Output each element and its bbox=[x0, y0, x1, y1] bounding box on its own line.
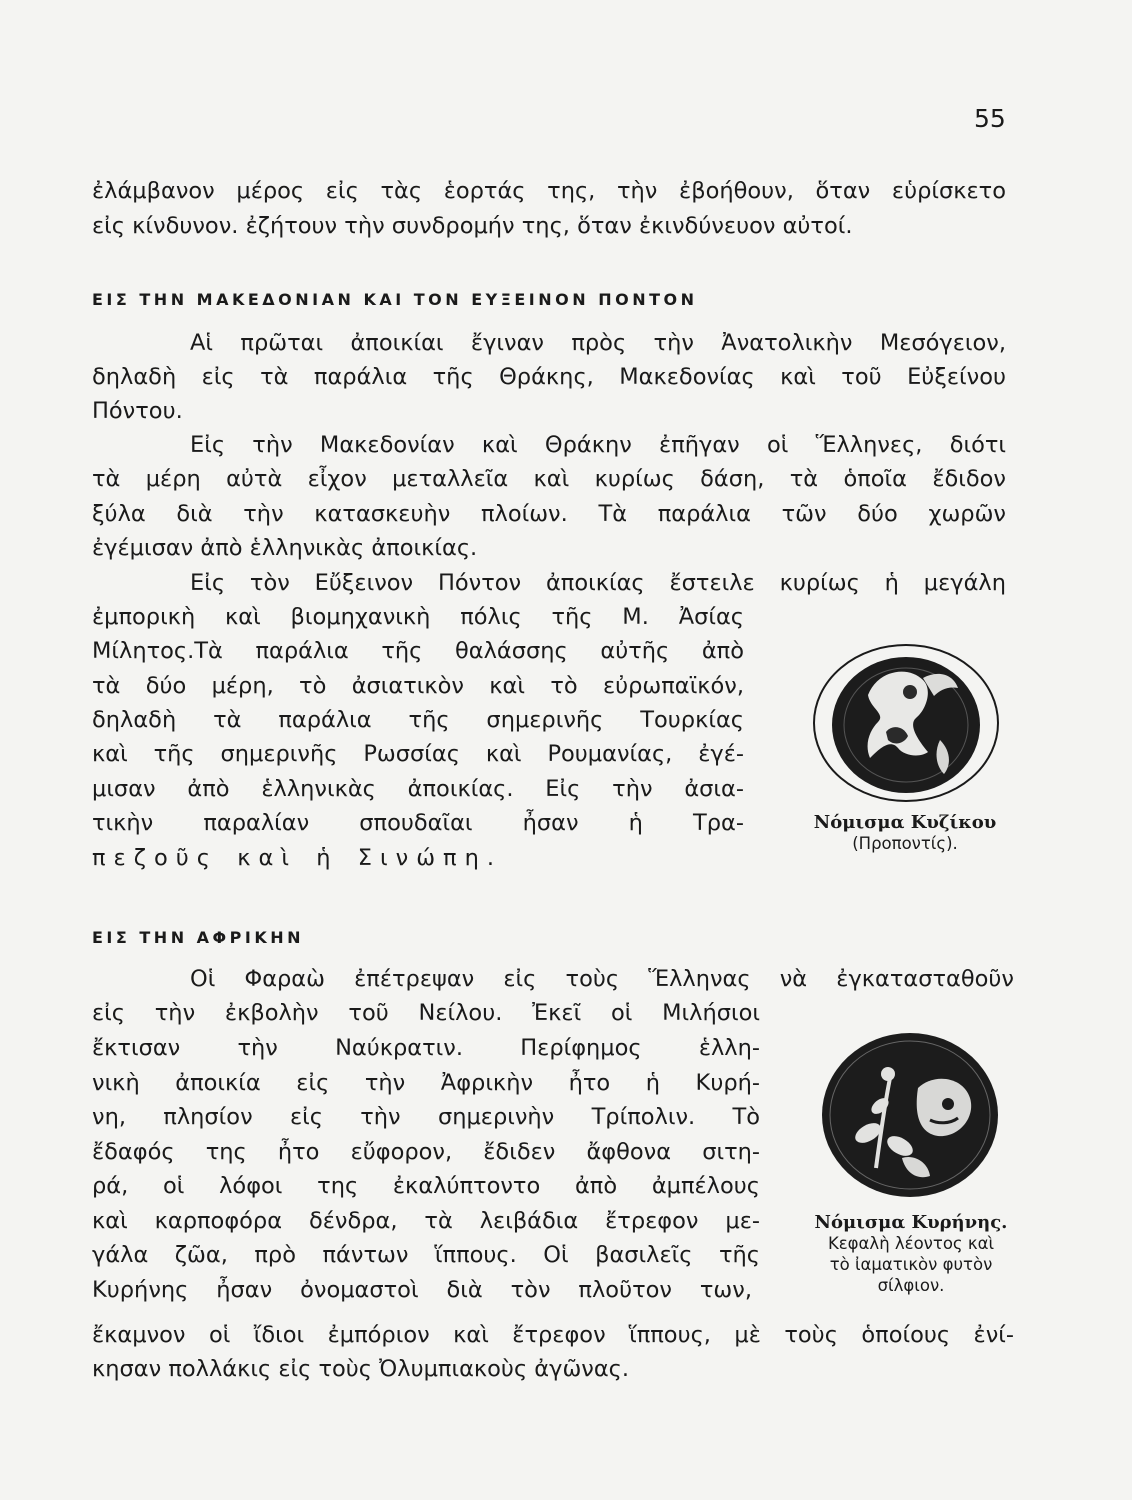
coin-cyzicus-image bbox=[808, 640, 1008, 805]
paragraph-line: κησαν πολλάκις εἰς τοὺς Ὀλυμπιακοὺς ἀγῶνας. bbox=[92, 1356, 630, 1382]
paragraph-line: μισαν ἀπὸ ἑλληνικὰς ἀποικίας. Εἰς τὴν ἀσια- bbox=[92, 776, 744, 802]
paragraph-line: ἐμπορικὴ καὶ βιομηχανικὴ πόλις τῆς Μ. Ἀσίας bbox=[92, 604, 744, 630]
paragraph-line: καὶ τῆς σημερινῆς Ρωσσίας καὶ Ρουμανίας, ἐγέ- bbox=[92, 741, 744, 767]
coin-cyrene-image bbox=[818, 1028, 1008, 1203]
coin-cyzicus-caption bbox=[780, 812, 1030, 854]
coin-caption-line: σίλφιον. bbox=[877, 1276, 945, 1295]
paragraph-line: Εἰς τὸν Εὔξεινον Πόντον ἀποικίας ἔστειλε κυρίως ἡ μεγάλη bbox=[190, 570, 1006, 596]
paragraph-line: ἔδαφός της ἦτο εὔφορον, ἔδιδεν ἄφθονα σιτη- bbox=[92, 1139, 760, 1165]
section-heading-macedonia: ΕΙΣ ΤΗΝ ΜΑΚΕΔΟΝΙΑΝ ΚΑΙ ΤΟΝ ΕΥΞΕΙΝΟΝ ΠΟΝΤΟΝ bbox=[92, 290, 698, 309]
paragraph-line: ἔκτισαν τὴν Ναύκρατιν. Περίφημος ἑλλη- bbox=[92, 1035, 760, 1061]
paragraph-line: Εἰς τὴν Μακεδονίαν καὶ Θράκην ἐπῆγαν οἱ Ἕλληνες, διότι bbox=[190, 432, 1006, 458]
paragraph-line: νη, πλησίον εἰς τὴν σημερινὴν Τρίπολιν. Τὸ bbox=[92, 1104, 760, 1130]
section-heading-africa: ΕΙΣ ΤΗΝ ΑΦΡΙΚΗΝ bbox=[92, 928, 304, 947]
intro-line-2: εἰς κίνδυνον. ἐζήτουν τὴν συνδρομήν της, ὅταν ἐκινδύνευον αὐτοί. bbox=[92, 213, 853, 239]
coin-cyrene-caption bbox=[786, 1212, 1036, 1296]
paragraph-line: τικὴν παραλίαν σπουδαῖαι ἦσαν ἡ Τρα- bbox=[92, 810, 744, 836]
paragraph-line: ἔκαμνον οἱ ἴδιοι ἐμπόριον καὶ ἔτρεφον ἵππους, μὲ τοὺς ὁποίους ἐνί- bbox=[92, 1322, 1014, 1348]
paragraph-line: ρά, οἱ λόφοι της ἐκαλύπτοντο ἀπὸ ἀμπέλους bbox=[92, 1173, 760, 1199]
coin-caption-line: Κεφαλὴ λέοντος καὶ bbox=[827, 1234, 995, 1253]
intro-line-1: ἐλάμβανον μέρος εἰς τὰς ἑορτάς της, τὴν ἐβοήθουν, ὅταν εὑρίσκετο bbox=[92, 178, 1006, 204]
paragraph-line: καὶ καρποφόρα δένδρα, τὰ λειβάδια ἔτρεφον με- bbox=[92, 1208, 760, 1234]
coin-caption-sub: (Προποντίς). bbox=[852, 834, 958, 853]
coin-caption-line: τὸ ἰαματικὸν φυτὸν bbox=[829, 1255, 993, 1274]
coin-caption-title: Νόμισμα Κυζίκου bbox=[813, 812, 997, 833]
paragraph-line: Μίλητος.Τὰ παράλια τῆς θαλάσσης αὐτῆς ἀπὸ bbox=[92, 638, 744, 664]
paragraph-line: ἐγέμισαν ἀπὸ ἑλληνικὰς ἀποικίας. bbox=[92, 535, 478, 561]
paragraph-line: τὰ δύο μέρη, τὸ ἀσιατικὸν καὶ τὸ εὐρωπαϊκόν, bbox=[92, 673, 744, 699]
paragraph-line: Αἱ πρῶται ἀποικίαι ἔγιναν πρὸς τὴν Ἀνατολικὴν Μεσόγειον, bbox=[190, 330, 1006, 356]
paragraph-line: δηλαδὴ τὰ παράλια τῆς σημερινῆς Τουρκίας bbox=[92, 707, 744, 733]
paragraph-line: πεζοῦς καὶ ἡ Σινώπη. bbox=[92, 845, 502, 871]
paragraph-line: Οἱ Φαραὼ ἐπέτρεψαν εἰς τοὺς Ἕλληνας νὰ ἐγκατασταθοῦν bbox=[190, 966, 1014, 992]
coin-caption-title: Νόμισμα Κυρήνης. bbox=[814, 1212, 1008, 1233]
paragraph-line: δηλαδὴ εἰς τὰ παράλια τῆς Θράκης, Μακεδονίας καὶ τοῦ Εὐξείνου bbox=[92, 364, 1006, 390]
paragraph-line: ξύλα διὰ τὴν κατασκευὴν πλοίων. Τὰ παράλια τῶν δύο χωρῶν bbox=[92, 501, 1006, 527]
page-number: 55 bbox=[974, 104, 1006, 133]
paragraph-line: εἰς τὴν ἐκβολὴν τοῦ Νείλου. Ἐκεῖ οἱ Μιλήσιοι bbox=[92, 1000, 760, 1026]
paragraph-line: νικὴ ἀποικία εἰς τὴν Ἀφρικὴν ἦτο ἡ Κυρή- bbox=[92, 1070, 760, 1096]
paragraph-line: γάλα ζῶα, πρὸ πάντων ἵππους. Οἱ βασιλεῖς τῆς bbox=[92, 1242, 760, 1268]
paragraph-line: τὰ μέρη αὐτὰ εἶχον μεταλλεῖα καὶ κυρίως δάση, τὰ ὁποῖα ἔδιδον bbox=[92, 466, 1006, 492]
paragraph-line: Κυρήνης ἦσαν ὀνομαστοὶ διὰ τὸν πλοῦτον των, bbox=[92, 1277, 752, 1303]
paragraph-line: Πόντου. bbox=[92, 398, 183, 424]
